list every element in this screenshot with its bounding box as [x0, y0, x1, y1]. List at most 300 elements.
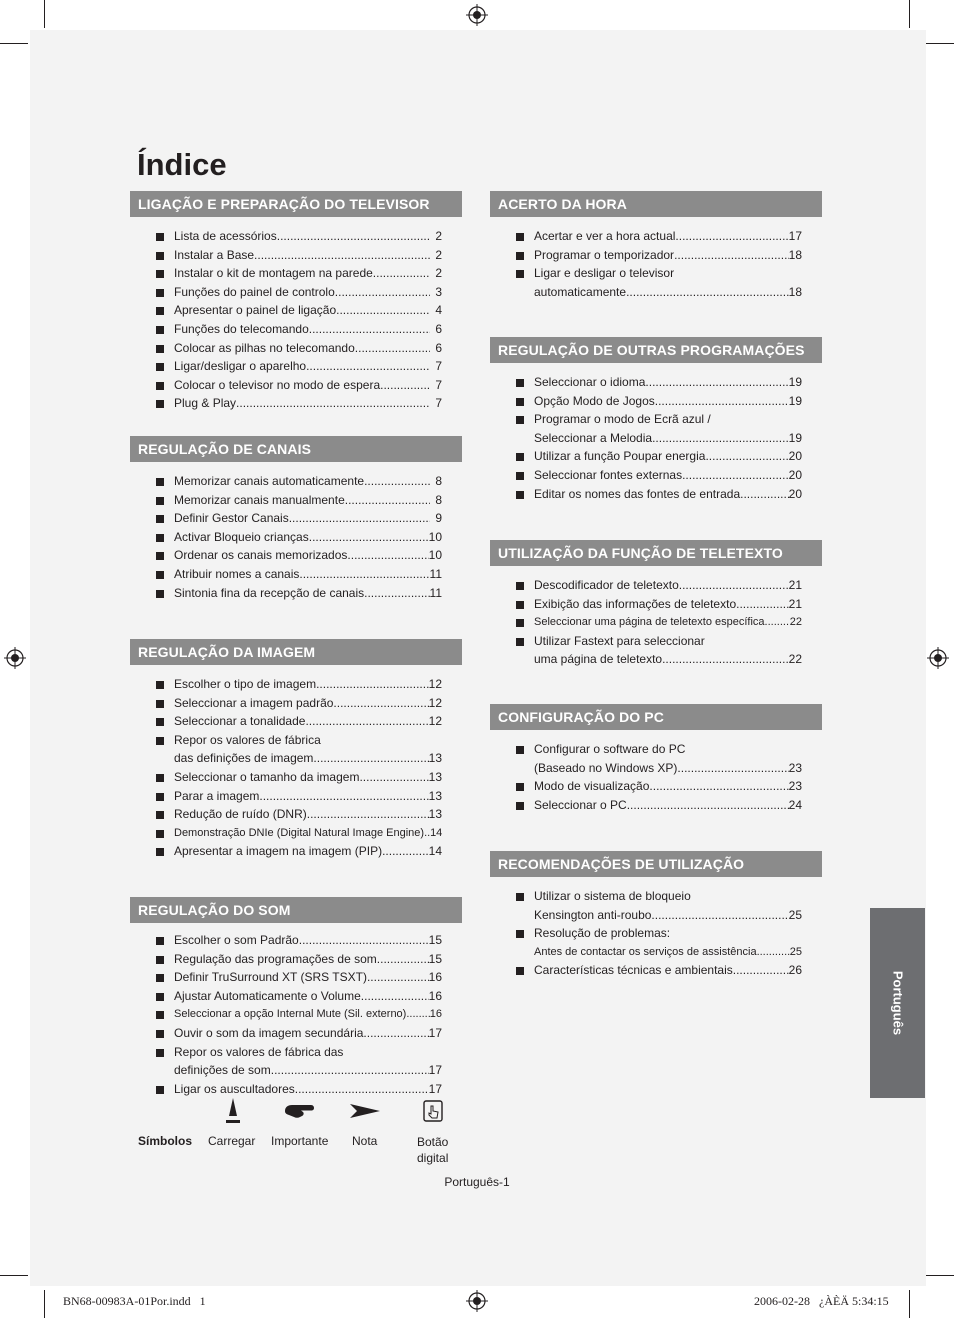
toc-page-number: 25	[789, 945, 802, 958]
dot-leader	[289, 509, 430, 528]
toc-page-number: 16	[428, 970, 442, 985]
dot-leader	[367, 968, 429, 987]
toc-entry	[130, 1043, 462, 1080]
bullet-square-icon	[516, 379, 524, 387]
crop-mark	[926, 1275, 954, 1276]
toc-entry-text: Ouvir o som da imagem secundária	[174, 1025, 364, 1040]
bullet-square-icon	[156, 974, 164, 982]
dot-leader	[645, 373, 788, 392]
toc-entry	[130, 694, 462, 713]
toc-page-number: 15	[428, 933, 442, 947]
dot-leader	[679, 576, 789, 595]
dot-leader	[259, 787, 428, 806]
toc-entry-text: Seleccionar a opção Internal Mute (Sil. externo)	[174, 1008, 407, 1021]
toc-page-number: 17	[428, 1081, 442, 1096]
dot-leader	[355, 339, 430, 358]
toc-entry-line	[534, 447, 802, 466]
toc-entry-text: Instalar a Base	[174, 247, 255, 262]
dot-leader	[359, 768, 428, 787]
toc-entry-text: Escolher o tipo de imagem	[174, 677, 317, 691]
toc-entry-text: Definir Gestor Canais	[174, 511, 289, 526]
toc-entry-line	[174, 283, 442, 302]
toc-entry	[130, 787, 462, 806]
toc-list	[130, 665, 462, 861]
toc-page-number: 20	[788, 449, 802, 464]
toc-entry	[130, 968, 462, 987]
section-canais	[130, 436, 462, 602]
toc-entry	[130, 246, 462, 265]
bullet-square-icon	[156, 233, 164, 241]
toc-entry-text: Descodificador de teletexto	[534, 578, 679, 592]
section-ligacao	[130, 191, 462, 413]
toc-entry	[490, 576, 822, 595]
toc-entry	[130, 301, 462, 320]
bullet-square-icon	[156, 1086, 164, 1094]
toc-entry-line	[534, 576, 802, 595]
bullet-square-icon	[516, 893, 524, 901]
toc-page-number: 18	[788, 247, 802, 262]
bullet-square-icon	[156, 737, 164, 745]
toc-entry-line	[174, 675, 442, 694]
toc-entry	[490, 740, 822, 777]
toc-entry-text: das definições de imagem	[174, 751, 314, 766]
dot-leader	[361, 987, 429, 1006]
toc-entry	[130, 376, 462, 395]
toc-entry	[130, 731, 462, 768]
toc-entry-line	[174, 528, 442, 547]
symbols-title: Símbolos	[138, 1134, 193, 1148]
toc-entry	[130, 283, 462, 302]
toc-page-number: 13	[428, 751, 442, 766]
toc-entry-text: (Baseado no Windows XP)	[534, 760, 678, 775]
toc-page-number: 17	[428, 1063, 442, 1078]
dot-leader	[674, 246, 789, 265]
bullet-square-icon	[156, 478, 164, 486]
dot-leader	[662, 650, 789, 669]
toc-entry-line	[174, 987, 442, 1006]
toc-entry	[130, 339, 462, 358]
note-arrow-icon	[349, 1103, 381, 1119]
toc-page-number: 10	[428, 529, 442, 544]
toc-entry-line	[534, 283, 802, 302]
toc-entry-line	[174, 491, 442, 510]
toc-entry-text: Seleccionar o tamanho da imagem	[174, 769, 360, 784]
section-hora	[490, 191, 822, 301]
bullet-square-icon	[516, 601, 524, 609]
dot-leader	[309, 528, 429, 547]
toc-page-number: 2	[435, 229, 442, 243]
toc-entry	[130, 491, 462, 510]
toc-entry-text: Seleccionar a tonalidade	[174, 714, 306, 729]
toc-entry-line	[174, 694, 442, 713]
dot-leader	[675, 227, 788, 246]
toc-entry-text: Utilizar a função Poupar energia	[534, 449, 706, 464]
toc-entry-text: Funções do painel de controlo	[174, 284, 335, 299]
toc-page-number: 7	[435, 359, 442, 374]
symbol-carregar-label: Carregar	[208, 1134, 256, 1148]
toc-list	[490, 217, 822, 301]
dot-leader	[316, 675, 429, 694]
toc-entry-text: Seleccionar a Melodia	[534, 430, 653, 445]
toc-entry	[130, 357, 462, 376]
dot-leader	[377, 950, 429, 969]
toc-entry-text: Instalar o kit de montagem na parede	[174, 266, 373, 281]
pointing-hand-icon	[283, 1102, 315, 1120]
symbol-nota-label: Nota	[352, 1134, 378, 1148]
bullet-square-icon	[516, 453, 524, 461]
dot-leader	[313, 749, 428, 768]
toc-page-number: 24	[788, 797, 802, 812]
toc-entry-line	[534, 650, 802, 669]
toc-entry-text: Colocar o televisor no modo de espera	[174, 377, 381, 392]
bullet-square-icon	[156, 793, 164, 801]
file-slug: BN68-00983A-01Por.indd 1	[63, 1294, 206, 1308]
toc-page-number: 21	[788, 596, 802, 611]
toc-entry-line	[174, 950, 442, 969]
toc-page-number: 26	[788, 963, 802, 978]
dot-leader	[740, 485, 789, 504]
registration-mark-icon	[466, 4, 488, 26]
bullet-square-icon	[516, 582, 524, 590]
section-imagem	[130, 639, 462, 861]
dot-leader	[765, 613, 790, 632]
toc-entry	[490, 447, 822, 466]
toc-entry-line	[174, 584, 442, 603]
toc-entry-text: Seleccionar a imagem padrão	[174, 695, 334, 710]
toc-page-number: 7	[435, 377, 442, 392]
toc-entry	[130, 768, 462, 787]
bullet-square-icon	[156, 1011, 164, 1019]
toc-entry-line	[174, 339, 442, 358]
crop-mark	[909, 1290, 910, 1318]
dot-leader	[333, 694, 428, 713]
toc-entry-line	[174, 227, 442, 246]
toc-entry-line	[174, 357, 442, 376]
bullet-square-icon	[156, 515, 164, 523]
toc-entry-line	[534, 429, 802, 448]
toc-page-number: 11	[429, 566, 442, 581]
toc-entry-text: Configurar o software do PC	[534, 742, 686, 756]
toc-entry-text: Ordenar os canais memorizados	[174, 548, 348, 563]
dot-leader	[309, 320, 430, 339]
bullet-square-icon	[156, 252, 164, 260]
toc-entry-text: Funções do telecomando	[174, 321, 309, 336]
bullet-square-icon	[516, 638, 524, 646]
toc-entry-line	[174, 394, 442, 413]
bullet-square-icon	[156, 590, 164, 598]
toc-entry-text: Antes de contactar os serviços de assistência	[534, 945, 757, 958]
section-recomendacoes	[490, 851, 822, 980]
dot-leader	[677, 759, 788, 778]
toc-entry-text: uma página de teletexto	[534, 652, 663, 667]
toc-entry-text: Programar o modo de Ecrã azul /	[534, 412, 711, 427]
toc-entry-line	[174, 376, 442, 395]
toc-list	[490, 566, 822, 669]
toc-page-number: 21	[788, 578, 802, 592]
toc-page-number: 22	[788, 652, 802, 667]
toc-entry	[130, 842, 462, 861]
toc-entry	[130, 950, 462, 969]
crop-mark	[0, 43, 28, 44]
bullet-square-icon	[156, 307, 164, 315]
toc-entry	[490, 373, 822, 392]
dot-leader	[345, 491, 430, 510]
bullet-square-icon	[156, 534, 164, 542]
toc-entry-line	[174, 968, 442, 987]
toc-entry-line	[174, 824, 442, 843]
bullet-square-icon	[516, 491, 524, 499]
bullet-square-icon	[516, 783, 524, 791]
bullet-square-icon	[516, 398, 524, 406]
toc-entry	[130, 528, 462, 547]
bullet-square-icon	[156, 993, 164, 1001]
toc-entry	[490, 777, 822, 796]
toc-entry-text: Apresentar o painel de ligação	[174, 303, 337, 318]
bullet-square-icon	[156, 571, 164, 579]
toc-entry	[490, 924, 822, 961]
symbol-botao-line1: Botão	[417, 1135, 449, 1149]
toc-entry-line	[174, 264, 442, 283]
toc-entry-text: Apresentar a imagem na imagem (PIP)	[174, 844, 383, 859]
section-heading: CONFIGURAÇÃO DO PC	[490, 704, 822, 730]
toc-entry-line	[534, 613, 802, 632]
toc-entry-line	[174, 301, 442, 320]
toc-entry-line	[534, 227, 802, 246]
bullet-square-icon	[156, 681, 164, 689]
toc-entry-text: Exibição das informações de teletexto	[534, 596, 737, 611]
toc-entry-line	[174, 472, 442, 491]
bullet-square-icon	[156, 811, 164, 819]
bullet-square-icon	[156, 382, 164, 390]
symbols-legend	[138, 1094, 478, 1174]
toc-entry-line	[174, 749, 442, 768]
dot-leader	[733, 961, 789, 980]
toc-page-number: 13	[428, 769, 442, 784]
toc-page-number: 20	[788, 486, 802, 501]
toc-list	[490, 730, 822, 814]
toc-entry	[490, 485, 822, 504]
dot-leader	[335, 283, 430, 302]
toc-entry-line	[174, 320, 442, 339]
toc-entry	[490, 595, 822, 614]
bullet-square-icon	[516, 472, 524, 480]
toc-entry	[130, 931, 462, 950]
toc-page-number: 23	[788, 779, 802, 794]
toc-page-number: 17	[428, 1025, 442, 1040]
toc-entry-text: Utilizar Fastext para seleccionar	[534, 633, 705, 648]
bullet-square-icon	[156, 937, 164, 945]
dot-leader	[406, 1005, 429, 1024]
toc-entry-text: Escolher o som Padrão	[174, 933, 299, 947]
toc-entry-text: Ligar/desligar o aparelho	[174, 359, 307, 374]
toc-list	[130, 923, 462, 1098]
toc-entry-line	[174, 931, 442, 950]
toc-list	[490, 877, 822, 980]
toc-page-number: 2	[435, 247, 442, 262]
toc-entry-text: Utilizar o sistema de bloqueio	[534, 889, 691, 903]
toc-entry-text: Características técnicas e ambientais	[534, 963, 733, 978]
bullet-square-icon	[156, 326, 164, 334]
toc-entry-text: Kensington anti-roubo	[534, 907, 652, 922]
page-number: Português-1	[444, 1175, 510, 1189]
toc-entry-line	[534, 373, 802, 392]
toc-entry-text: Editar os nomes das fontes de entrada	[534, 486, 741, 501]
section-heading: REGULAÇÃO DA IMAGEM	[130, 639, 462, 665]
bullet-square-icon	[156, 400, 164, 408]
toc-entry-text: Seleccionar o PC	[534, 797, 627, 812]
dot-leader	[649, 777, 788, 796]
bullet-square-icon	[156, 774, 164, 782]
toc-entry-line	[174, 509, 442, 528]
bullet-square-icon	[156, 848, 164, 856]
toc-entry-line	[534, 246, 802, 265]
toc-entry-line	[174, 768, 442, 787]
toc-entry	[490, 613, 822, 632]
section-heading: REGULAÇÃO DE CANAIS	[130, 436, 462, 462]
toc-list	[130, 217, 462, 413]
toc-entry-line	[534, 466, 802, 485]
toc-entry-line	[174, 842, 442, 861]
one-touch-button-icon	[423, 1100, 443, 1122]
toc-entry	[490, 264, 822, 301]
toc-list	[130, 462, 462, 602]
toc-entry-text: definições de som	[174, 1063, 271, 1078]
toc-entry-text: Programar o temporizador	[534, 247, 675, 262]
toc-entry-text: automaticamente	[534, 284, 627, 299]
toc-entry	[490, 796, 822, 815]
toc-entry-text: Memorizar canais automaticamente	[174, 474, 365, 488]
registration-mark-icon	[4, 647, 26, 669]
registration-mark-icon	[466, 1290, 488, 1312]
dot-leader	[299, 565, 429, 584]
section-heading: REGULAÇÃO DO SOM	[130, 897, 462, 923]
bullet-square-icon	[156, 956, 164, 964]
dot-leader	[626, 283, 789, 302]
toc-entry-text: Demonstração DNIe (Digital Natural Image Engine)	[174, 826, 425, 839]
toc-page-number: 10	[428, 548, 442, 563]
language-tab-label: Português	[890, 970, 905, 1036]
toc-entry-line	[534, 595, 802, 614]
toc-entry-line	[534, 961, 802, 980]
toc-entry-text: Activar Bloqueio crianças	[174, 529, 309, 544]
bullet-square-icon	[156, 552, 164, 560]
crop-mark	[909, 0, 910, 28]
bullet-square-icon	[516, 746, 524, 754]
toc-entry-text: Definir TruSurround XT (SRS TSXT)	[174, 970, 367, 985]
dot-leader	[277, 227, 430, 246]
toc-entry-text: Ajustar Automaticamente o Volume	[174, 988, 361, 1003]
toc-entry-text: Plug & Play	[174, 396, 237, 411]
toc-entry-text: Repor os valores de fábrica	[174, 732, 321, 747]
toc-page-number: 3	[435, 284, 442, 299]
toc-entry	[130, 1005, 462, 1024]
registration-mark-icon	[927, 647, 949, 669]
toc-page-number: 4	[435, 303, 442, 318]
dot-leader	[271, 1061, 429, 1080]
language-side-tab	[870, 908, 925, 1098]
bullet-square-icon	[516, 967, 524, 975]
toc-entry-line	[174, 246, 442, 265]
toc-page-number: 19	[788, 375, 802, 389]
bullet-square-icon	[156, 700, 164, 708]
toc-entry-text: Parar a imagem	[174, 788, 260, 803]
bullet-square-icon	[156, 830, 164, 838]
page-title: Índice	[137, 147, 227, 182]
symbol-botao-line2: digital	[417, 1151, 449, 1165]
toc-entry	[490, 227, 822, 246]
toc-entry	[130, 320, 462, 339]
toc-entry-line	[174, 546, 442, 565]
toc-entry	[490, 632, 822, 669]
toc-page-number: 8	[435, 474, 442, 488]
dot-leader	[364, 472, 430, 491]
toc-entry	[130, 264, 462, 283]
toc-page-number: 14	[428, 844, 442, 859]
toc-entry	[130, 546, 462, 565]
press-icon	[224, 1096, 242, 1126]
toc-page-number: 13	[428, 807, 442, 822]
crop-mark	[44, 0, 45, 28]
dot-leader	[236, 394, 430, 413]
toc-page-number: 25	[788, 907, 802, 922]
toc-entry	[490, 961, 822, 980]
toc-page-number: 19	[788, 393, 802, 408]
bullet-square-icon	[516, 233, 524, 241]
toc-page-number: 8	[435, 492, 442, 507]
crop-mark	[926, 43, 954, 44]
bullet-square-icon	[156, 363, 164, 371]
toc-entry-text: Repor os valores de fábrica das	[174, 1044, 344, 1059]
dot-leader	[382, 842, 429, 861]
toc-entry-line	[534, 392, 802, 411]
toc-page-number: 17	[788, 229, 802, 243]
toc-page-number: 12	[428, 677, 442, 691]
bullet-square-icon	[156, 345, 164, 353]
dot-leader	[306, 357, 430, 376]
toc-entry-text: Acertar e ver a hora actual	[534, 229, 676, 243]
toc-entry-text: Modo de visualização	[534, 779, 650, 794]
toc-entry-line	[174, 1024, 442, 1043]
toc-page-number: 15	[428, 951, 442, 966]
toc-entry-line	[174, 712, 442, 731]
toc-entry	[130, 565, 462, 584]
dot-leader	[305, 712, 428, 731]
toc-page-number: 6	[435, 321, 442, 336]
toc-list	[490, 363, 822, 503]
dot-leader	[652, 429, 789, 448]
toc-entry-line	[534, 943, 802, 962]
toc-entry-line	[534, 485, 802, 504]
timestamp-slug: 2006-02-28 ¿ÀÈÄ 5:34:15	[754, 1294, 889, 1308]
toc-entry	[130, 987, 462, 1006]
dot-leader	[254, 246, 430, 265]
toc-entry-line	[174, 1061, 442, 1080]
section-heading: RECOMENDAÇÕES DE UTILIZAÇÃO	[490, 851, 822, 877]
dot-leader	[373, 264, 430, 283]
toc-page-number: 12	[428, 695, 442, 710]
toc-entry	[130, 712, 462, 731]
toc-page-number: 11	[429, 585, 442, 600]
toc-entry	[130, 1024, 462, 1043]
bullet-square-icon	[156, 289, 164, 297]
toc-entry-line	[534, 777, 802, 796]
dot-leader	[651, 906, 788, 925]
section-outras	[490, 337, 822, 503]
symbol-botao-label	[417, 1134, 448, 1166]
symbol-importante-label: Importante	[271, 1134, 329, 1148]
section-heading: LIGAÇÃO E PREPARAÇÃO DO TELEVISOR	[130, 191, 462, 217]
bullet-square-icon	[516, 930, 524, 938]
